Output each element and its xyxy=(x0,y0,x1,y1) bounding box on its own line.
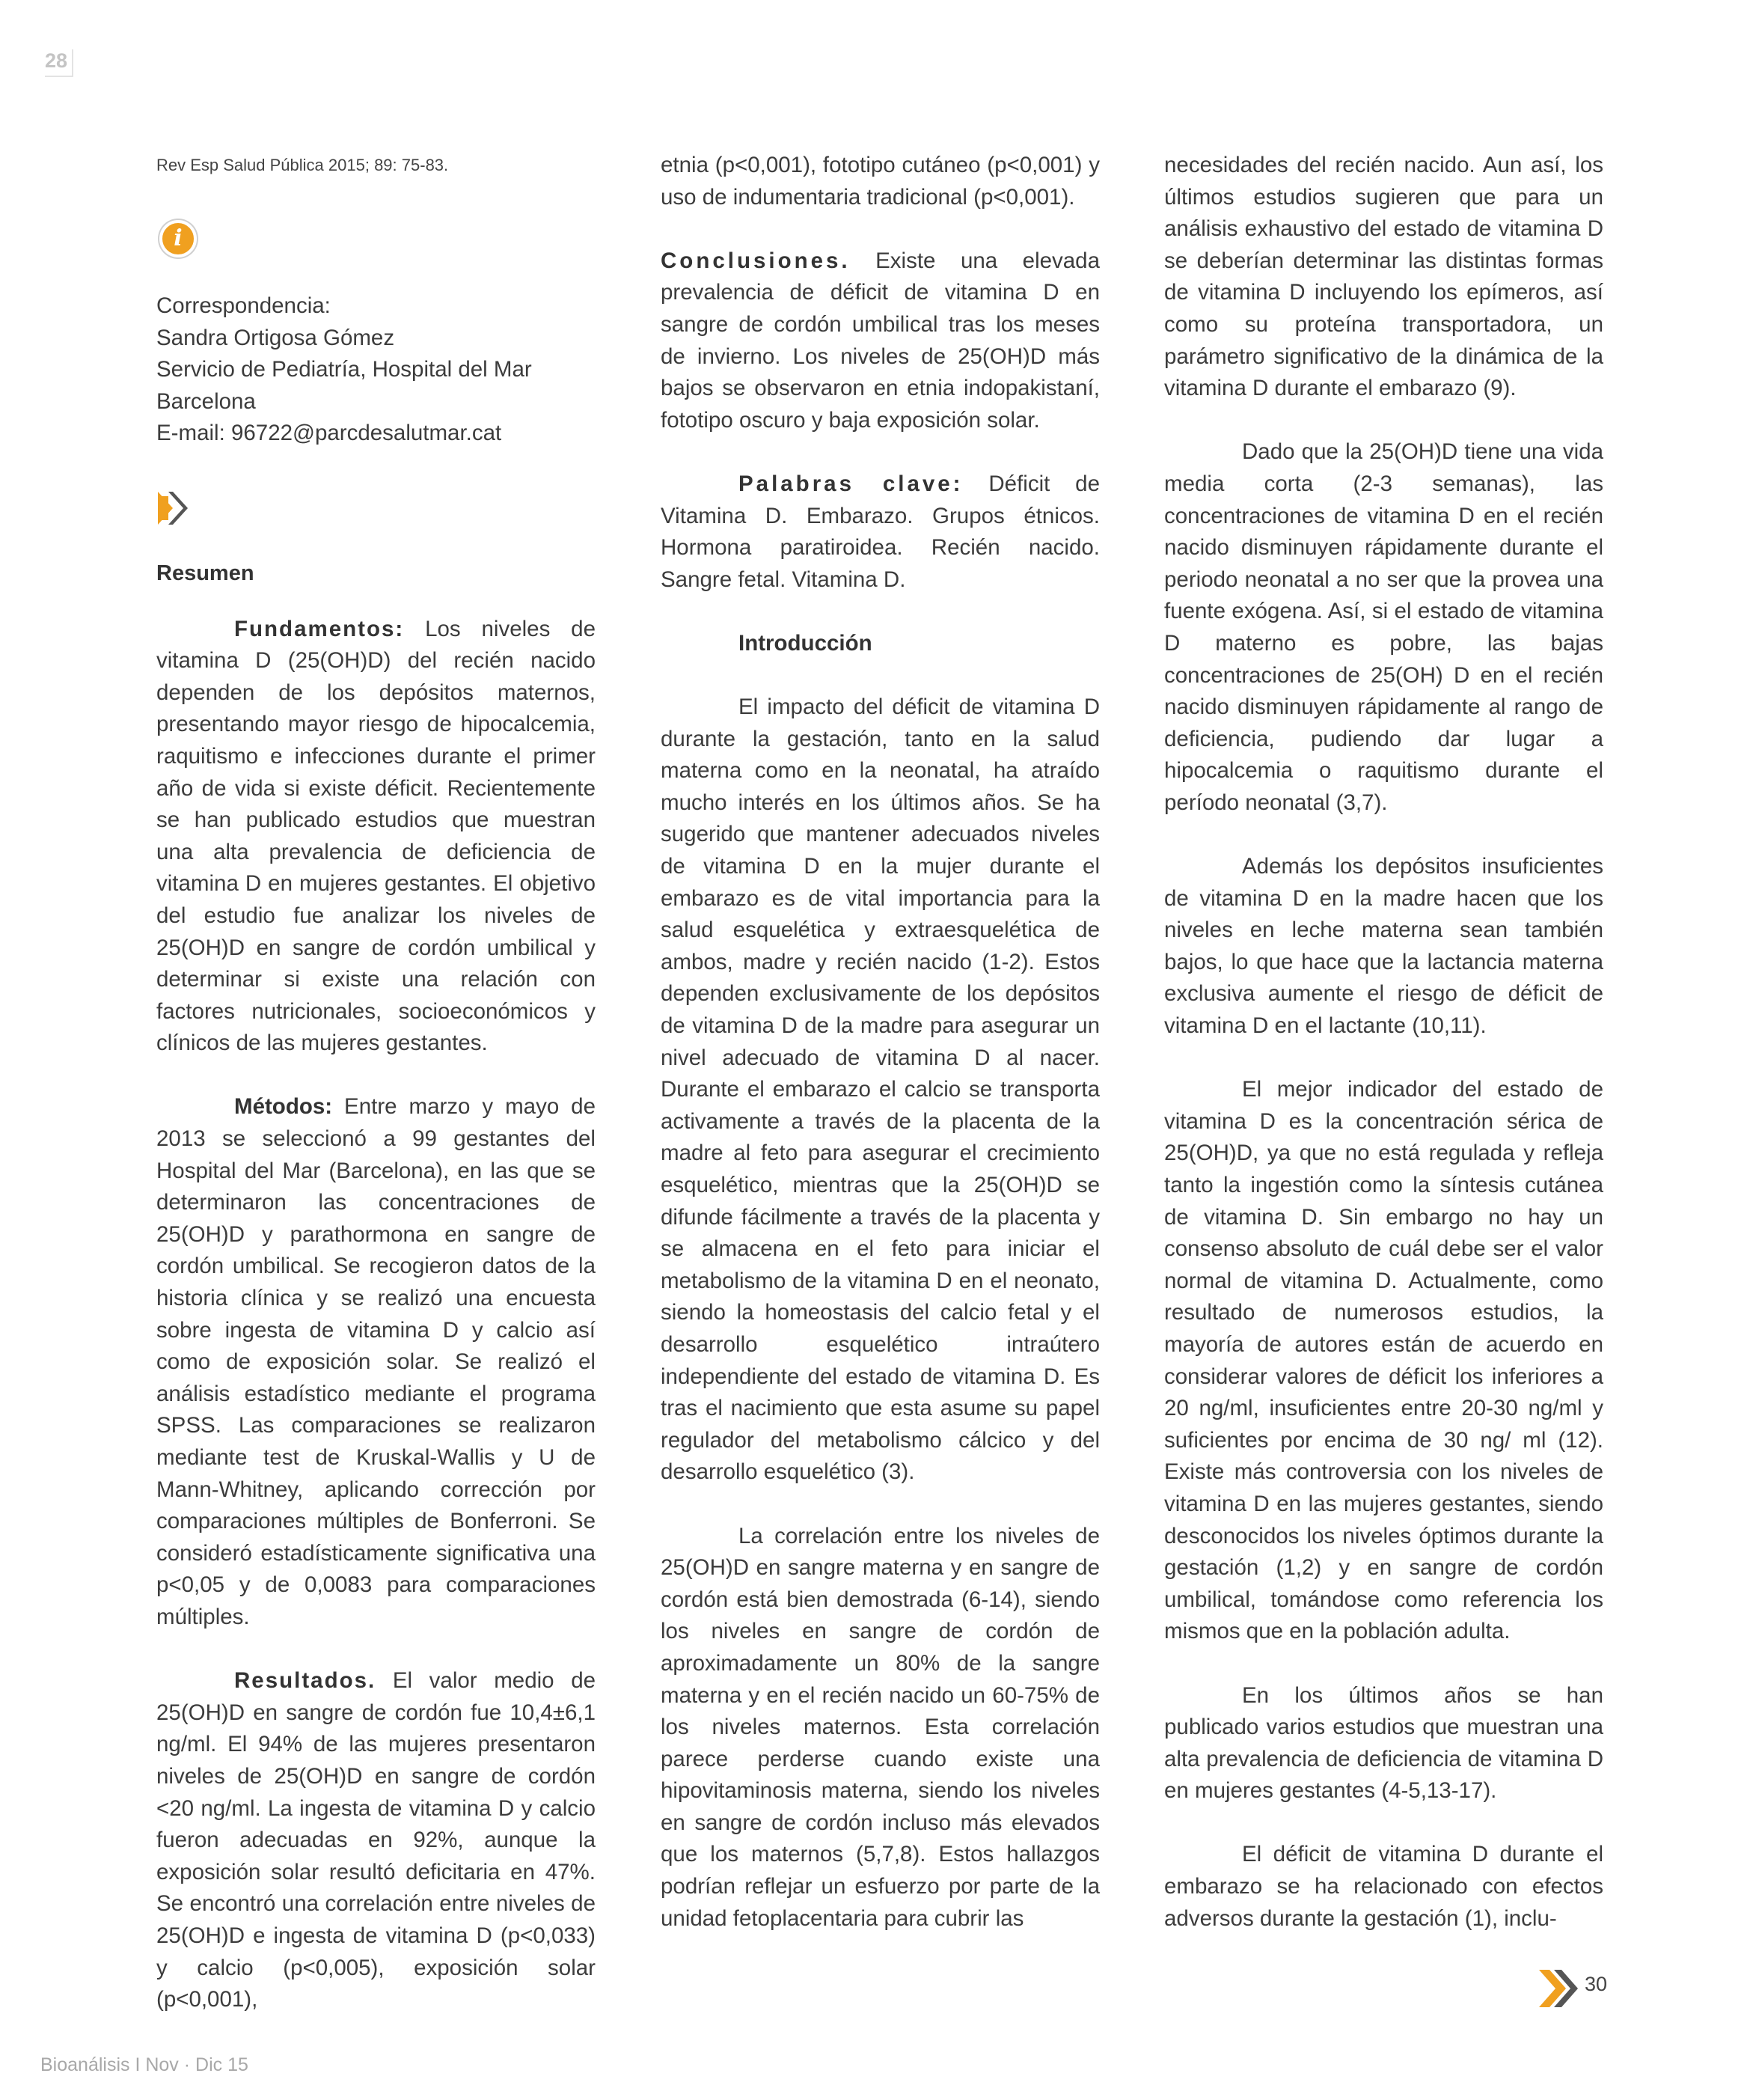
author-department: Servicio de Pediatría, Hospital del Mar xyxy=(156,357,532,382)
conclusiones-text: Existe una elevada prevalencia de déficit de vitamina D en sangre de cordón umbilical tras los meses de invierno. Los niveles de 25(OH)D más bajos se observaron en etnia indopakistaní, fototipo oscuro y baja exposición solar. xyxy=(661,248,1100,433)
resultados-text: El valor medio de 25(OH)D en sangre de cordón fue 10,4±6,1 ng/ml. El 94% de las mujeres presentaron niveles de 25(OH)D en sangre de cordón <20 ng/ml. La ingesta de vitamina D y calcio fueron adecuadas en 92%, aunque la exposición solar resultó deficitaria en 47%. Se encontró una correlación entre niveles de 25(OH)D e ingesta de vitamina D (p<0,033) y calcio (p<0,005), exposición solar (p<0,001), xyxy=(156,1668,596,2012)
introduccion-heading: Introducción xyxy=(738,630,872,656)
col3-paragraph-2: Además los depósitos insuficientes de vitamina D en la madre hacen que los niveles en leche materna sean también bajos, lo que hace que la lactancia materna exclusiva aumente el riesgo de déficit de vitamina D en el lactante (10,11). xyxy=(1164,854,1603,1039)
palabras-clave-paragraph xyxy=(661,468,1100,596)
resultados-continuation: etnia (p<0,001), fototipo cutáneo (p<0,001) y uso de indumentaria tradicional (p<0,001). xyxy=(661,153,1100,210)
col3-paragraph-4: En los últimos años se han publicado varios estudios que muestran una alta prevalencia de deficiencia de vitamina D en mujeres gestantes (4-5,13-17). xyxy=(1164,1682,1603,1804)
column-2 xyxy=(661,150,1100,1967)
fundamentos-label: Fundamentos: xyxy=(234,616,405,641)
col3-paragraph-3: El mejor indicador del estado de vitamina D es la concentración sérica de 25(OH)D, ya que no está regulada y refleja tanto la ingestión como la síntesis cutánea de vitamina D. Sin embargo no hay un consenso absoluto de cuál debe ser el valor normal de vitamina D. Actualmente, como resultado de numerosos estudios, la mayoría de autores están de acuerdo en considerar valores de déficit los inferiores a 20 ng/ml, insuficientes entre 20-30 ng/ml y suficientes por encima de 30 ng/ ml (12). Existe más controversia con los niveles de vitamina D en las mujeres gestantes, siendo desconocidos los niveles óptimos durante la gestación (1,2) y en sangre de cordón umbilical, tomándose como referencia los mismos que en la población adulta. xyxy=(1164,1077,1603,1644)
footer-chevron-icon xyxy=(1539,1970,1582,2007)
metodos-text: Entre marzo y mayo de 2013 se seleccionó a 99 gestantes del Hospital del Mar (Barcelona), en las que se determinaron las concentraciones de 25(OH)D y parathormona en sangre de cordón umbilical. Se recogieron datos de la historia clínica y se realizó una encuesta sobre ingesta de vitamina D y calcio así como de exposición solar. Se realizó el análisis estadístico mediante el programa SPSS. Las comparaciones se realizaron mediante test de Kruskal-Wallis y U de Mann-Whitney, aplicando corrección por comparaciones múltiples de Bonferroni. Se consideró estadísticamente significativa una p<0,05 y de 0,0083 para comparaciones múltiples. xyxy=(156,1094,596,1629)
palabras-clave-text: Déficit de Vitamina D. Embarazo. Grupos étnicos. Hormona paratiroidea. Recién nacido. Sangre fetal. Vitamina D. xyxy=(661,471,1100,592)
correspondence-block xyxy=(156,290,596,450)
column-1 xyxy=(156,150,596,2048)
page-number-bottom: 30 xyxy=(1585,1973,1608,1995)
conclusiones-label: Conclusiones. xyxy=(661,248,851,273)
author-city: Barcelona xyxy=(156,388,256,414)
metodos-label: Métodos: xyxy=(234,1094,333,1120)
journal-citation: Rev Esp Salud Pública 2015; 89: 75-83. xyxy=(156,156,449,174)
journal-footer: Bioanálisis I Nov · Dic 15 xyxy=(40,2054,248,2075)
double-chevron-icon xyxy=(156,489,189,528)
fundamentos-paragraph xyxy=(156,614,596,1060)
conclusiones-paragraph xyxy=(661,245,1100,437)
resumen-heading: Resumen xyxy=(156,561,254,585)
resultados-label: Resultados. xyxy=(234,1668,376,1694)
author-email[interactable]: E-mail: 96722@parcdesalutmar.cat xyxy=(156,421,502,446)
intro-paragraph-1: El impacto del déficit de vitamina D durante la gestación, tanto en la salud materna como en la neonatal, ha atraído mucho interés en los últimos años. Se ha sugerido que mantener adecuados niveles de vitamina D en la mujer durante el embarazo es de vital importancia para la salud esquelética y extraesquelética de ambos, madre y recién nacido (1-2). Estos dependen exclusivamente de los depósitos de vitamina D de la madre para asegurar un nivel adecuado de vitamina D al nacer. Durante el embarazo el calcio se transporta activamente a través de la placenta de la madre al feto para asegurar el crecimiento esquelético, mientras que la 25(OH)D se difunde fácilmente a través de la placenta y se almacena en el feto para iniciar el metabolismo de la vitamina D en el neonato, siendo la homeostasis del calcio fetal y el desarrollo esquelético intraútero independiente del estado de vitamina D. Es tras el nacimiento que esta asume su papel regulador del metabolismo cálcico y del desarrollo esquelético (3). xyxy=(661,695,1100,1485)
correspondence-label: Correspondencia: xyxy=(156,293,331,318)
page-number-top: 28 xyxy=(45,49,73,77)
resultados-paragraph xyxy=(156,1665,596,2016)
fundamentos-text: Los niveles de vitamina D (25(OH)D) del recién nacido dependen de los depósitos maternos, presentando mayor riesgo de hipocalcemia, raquitismo e infecciones durante el primer año de vida si existe déficit. Recientemente se han publicado estudios que muestran una alta prevalencia de deficiencia de vitamina D en mujeres gestantes. El objetivo del estudio fue analizar los niveles de 25(OH)D en sangre de cordón umbilical y determinar si existe una relación con factores nutricionales, socioeconómicos y clínicos de las mujeres gestantes. xyxy=(156,616,596,1056)
info-icon: i xyxy=(159,220,197,257)
col3-paragraph-0: necesidades del recién nacido. Aun así, los últimos estudios sugieren que para un análisis exhaustivo del estado de vitamina D se deberían determinar las distintas formas de vitamina D incluyendo los epímeros, así como su proteína transportadora, un parámetro significativo de la dinámica de la vitamina D durante el embarazo (9). xyxy=(1164,153,1603,401)
column-3 xyxy=(1164,150,1603,1967)
metodos-paragraph xyxy=(156,1091,596,1633)
palabras-clave-label: Palabras clave: xyxy=(738,471,964,496)
intro-paragraph-2: La correlación entre los niveles de 25(OH)D en sangre materna y en sangre de cordón está bien demostrada (6-14), siendo los niveles en sangre de cordón de aproximadamente un 80% de la sangre materna y en el recién nacido un 60-75% de los niveles maternos. Esta correlación parece perderse cuando existe una hipovitaminosis materna, siendo los niveles en sangre de cordón incluso más elevados que los maternos (5,7,8). Estos hallazgos podrían reflejar un esfuerzo por parte de la unidad fetoplacentaria para cubrir las xyxy=(661,1523,1100,1931)
col3-paragraph-5: El déficit de vitamina D durante el embarazo se ha relacionado con efectos adversos durante la gestación (1), inclu- xyxy=(1164,1842,1603,1931)
author-name: Sandra Ortigosa Gómez xyxy=(156,325,395,350)
col3-paragraph-1: Dado que la 25(OH)D tiene una vida media corta (2-3 semanas), las concentraciones de vitamina D en el recién nacido disminuyen rápidamente durante el periodo neonatal a no ser que la provea una fuente exógena. Así, si el estado de vitamina D materno es pobre, las bajas concentraciones de 25(OH) D en el recién nacido disminuyen rápidamente al rango de deficiencia, pudiendo dar lugar a hipocalcemia o raquitismo durante el período neonatal (3,7). xyxy=(1164,439,1603,815)
